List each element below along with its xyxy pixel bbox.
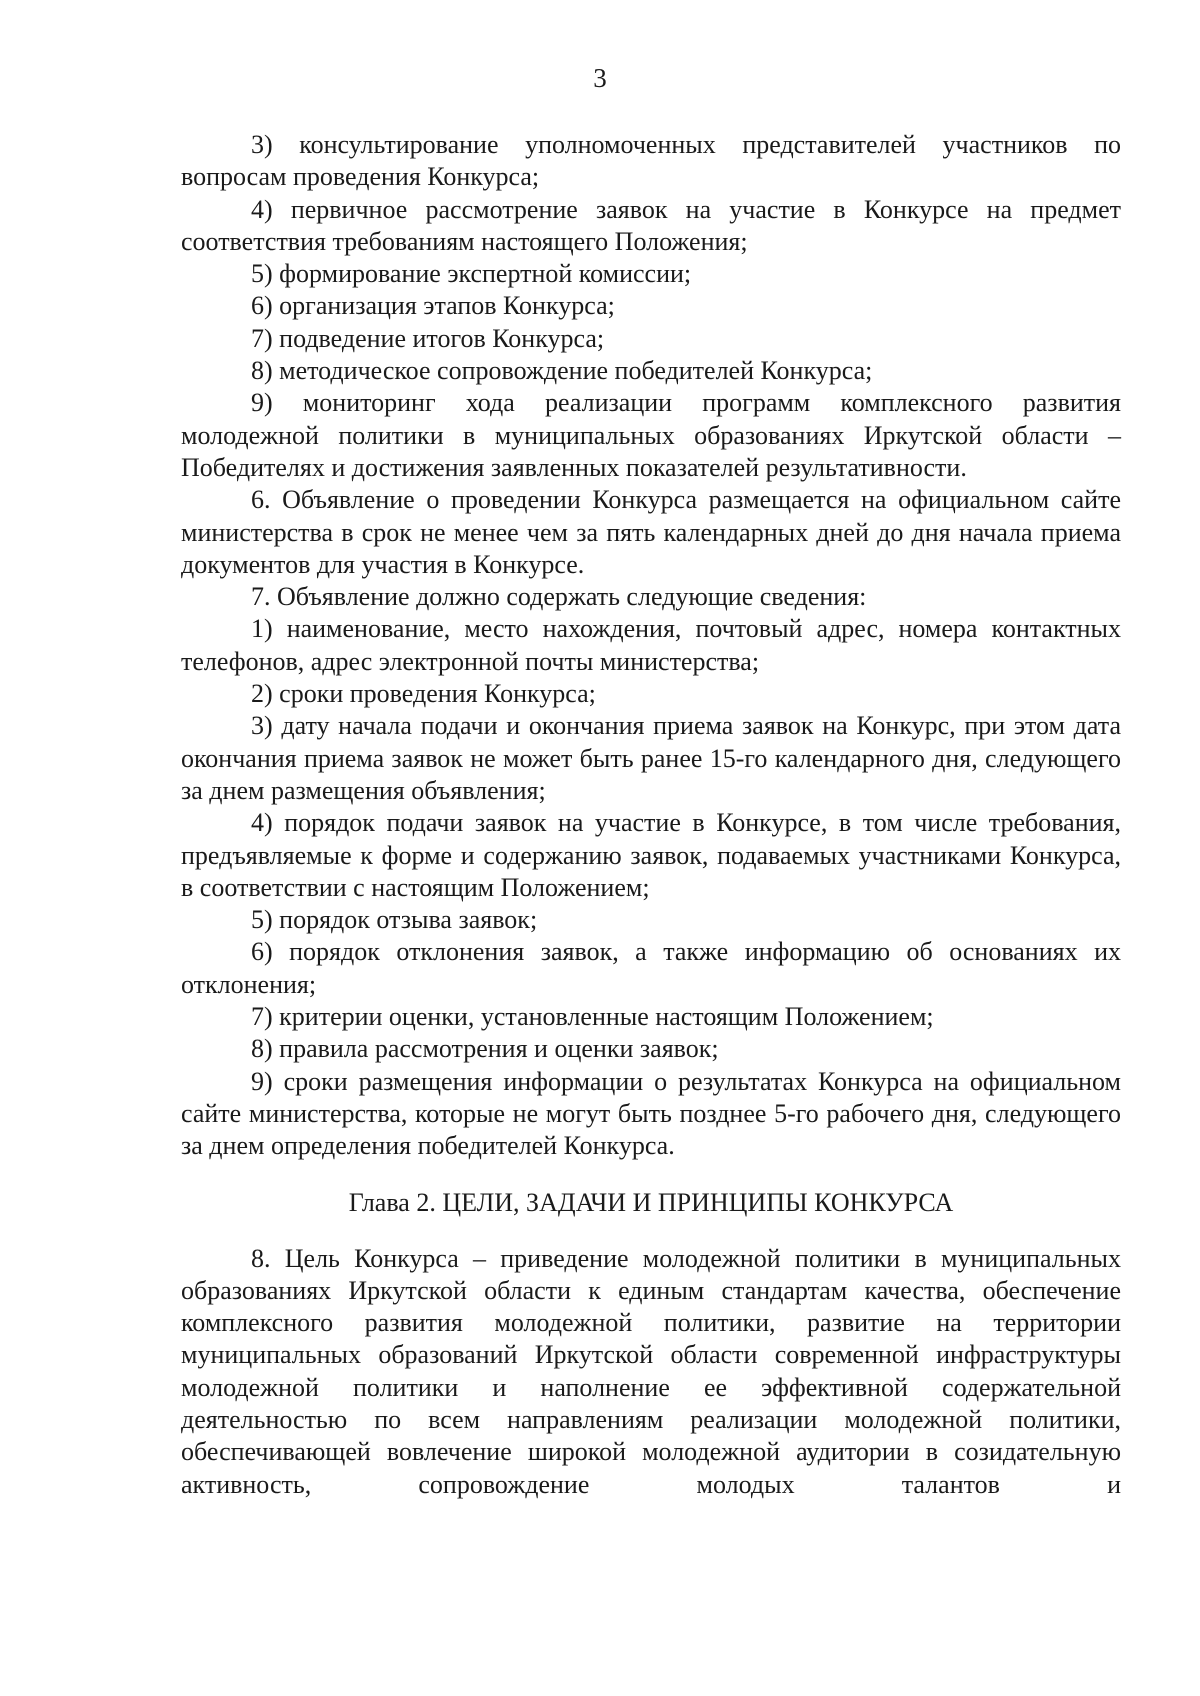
- list-item: 8) методическое сопровождение победителей Конкурса;: [251, 356, 873, 386]
- list-item: 7) критерии оценки, установленные настоящим Положением;: [251, 1002, 934, 1032]
- list-item: 8) правила рассмотрения и оценки заявок;: [251, 1034, 719, 1064]
- list-item: 2) сроки проведения Конкурса;: [251, 679, 596, 709]
- chapter-heading: Глава 2. ЦЕЛИ, ЗАДАЧИ И ПРИНЦИПЫ КОНКУРСА: [348, 1187, 954, 1217]
- page-number: 3: [593, 63, 607, 93]
- list-item: 3) консультирование уполномоченных представителей участников по вопросам проведения Конкурса;: [181, 130, 1121, 192]
- paragraph-7: 7. Объявление должно содержать следующие сведения:: [251, 582, 867, 612]
- paragraph-6: 6. Объявление о проведении Конкурса размещается на официальном сайте министерства в срок не менее чем за пять календарных дней до дня начала приема документов для участия в Конкурсе.: [181, 485, 1121, 579]
- list-item: 9) сроки размещения информации о результатах Конкурса на официальном сайте министерства, которые не могут быть позднее 5-го рабочего дня, следующего за днем определения победителей Конкурса.: [181, 1066, 1121, 1161]
- list-item: 6) порядок отклонения заявок, а также информацию об основаниях их отклонения;: [181, 937, 1121, 999]
- document-body: [181, 129, 1121, 1501]
- list-item: 5) формирование экспертной комиссии;: [251, 259, 692, 289]
- list-item: 3) дату начала подачи и окончания приема заявок на Конкурс, при этом дата окончания приема заявок не может быть ранее 15-го календарного дня, следующего за днем размещения объявления;: [181, 711, 1121, 805]
- list-item: 4) порядок подачи заявок на участие в Конкурсе, в том числе требования, предъявляемые к форме и содержанию заявок, подаваемых участниками Конкурса, в соответствии с настоящим Положением;: [181, 808, 1121, 902]
- list-item: 4) первичное рассмотрение заявок на участие в Конкурсе на предмет соответствия требованиям настоящего Положения;: [181, 194, 1121, 256]
- list-item: 6) организация этапов Конкурса;: [251, 291, 615, 321]
- paragraph-8: 8. Цель Конкурса – приведение молодежной политики в муниципальных образованиях Иркутской области к единым стандартам качества, обеспечение комплексного развития молодежной политики, развитие на территории муниципальных образований Иркутской области современной инфраструктуры молодежной политики и наполнение ее эффективной содержательной деятельностью по всем направлениям реализации молодежной политики, обеспечивающей вовлечение широкой молодежной аудитории в созидательную активность, сопровождение молодых талантов и: [181, 1243, 1121, 1499]
- list-item: 1) наименование, место нахождения, почтовый адрес, номера контактных телефонов, адрес электронной почты министерства;: [181, 614, 1121, 676]
- list-item: 5) порядок отзыва заявок;: [251, 905, 538, 935]
- list-item: 9) мониторинг хода реализации программ комплексного развития молодежной политики в муниципальных образованиях Иркутской области – Победителях и достижения заявленных показателей результативности.: [181, 388, 1121, 482]
- list-item: 7) подведение итогов Конкурса;: [251, 323, 605, 353]
